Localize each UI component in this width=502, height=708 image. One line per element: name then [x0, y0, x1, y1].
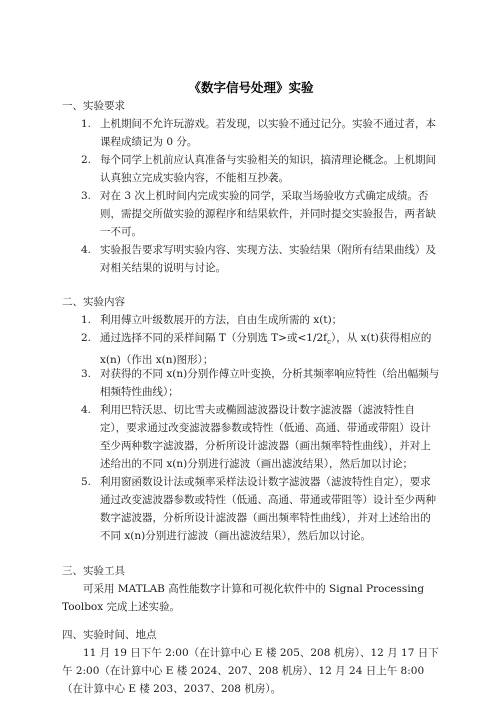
requirement-item-2	[81, 151, 441, 187]
item-text-part-b: ），从 x(t)获得相应的 x(n)（作出 x(n)图形）；	[100, 332, 432, 367]
section-heading-tools: 三、实验工具	[62, 565, 125, 577]
requirement-item-3	[81, 187, 441, 241]
item-text: 上机期间不允许玩游戏。若发现，以实验不通过记分。实验不通过者，本课程成绩记为 0 分。	[100, 118, 436, 148]
requirement-item-4	[81, 241, 441, 277]
item-number: 5.	[81, 476, 92, 488]
item-text: 利用傅立叶级数展开的方法，自由生成所需的 x(t)；	[100, 314, 343, 326]
section-heading-time-location: 四、实验时间、地点	[62, 629, 157, 641]
item-text: 对在 3 次上机时间内完成实验的同学，采取当场验收方式确定成绩。否则，需提交所做实验的源程序和结果软件，并同时提交实验报告，两者缺一不可。	[100, 190, 436, 238]
section-heading-content: 二、实验内容	[62, 296, 125, 308]
section-heading-requirements: 一、实验要求	[62, 100, 125, 112]
item-number: 4.	[81, 244, 92, 256]
tools-paragraph: 可采用 MATLAB 高性能数字计算和可视化软件中的 Signal Processing Toolbox 完成上述实验。	[62, 583, 425, 613]
item-text: 利用窗函数设计法或频率采样法设计数字滤波器（滤波特性自定），要求通过改变滤波器参数或特性（低通、高通、带通或带阻等）设计至少两种数字滤波器，分析所设计滤波器（画出频率特性曲线），并对上述给出的不同 x(n)分别进行滤波（画出滤波结果），然后加以讨论。	[100, 476, 436, 542]
item-text: 对获得的不同 x(n)分别作傅立叶变换，分析其频率响应特性（给出幅频与相频特性曲线）；	[100, 368, 440, 398]
content-item-5	[81, 473, 441, 545]
item-text-part-a: 通过选择不同的采样间隔 T（分别选 T>或<1/2f	[100, 332, 328, 344]
item-text: 每个同学上机前应认真准备与实验相关的知识，搞清理论概念。上机期间认真独立完成实验内容，不能相互抄袭。	[100, 154, 436, 184]
subscript-c: c	[327, 338, 331, 347]
content-item-3	[81, 365, 441, 401]
document-title: 《数字信号处理》实验	[188, 80, 314, 95]
content-item-2	[81, 329, 441, 369]
item-number: 4.	[81, 404, 92, 416]
item-number: 3.	[81, 190, 92, 202]
content-item-4	[81, 401, 441, 473]
item-number: 2.	[81, 332, 92, 344]
content-item-1	[81, 311, 441, 329]
time-location-paragraph: 11 月 19 日下午 2:00（在计算中心 E 楼 205、208 机房）、12 月 17 日下午 2:00（在计算中心 E 楼 2024、207、208 机房）、12 月 24 日上午 8:00（在计算中心 E 楼 203、2037、208 机房）。	[62, 647, 439, 695]
requirement-item-1	[81, 115, 441, 151]
item-text: 实验报告要求写明实验内容、实现方法、实验结果（附所有结果曲线）及对相关结果的说明与讨论。	[100, 244, 436, 274]
item-number: 1.	[81, 118, 92, 130]
item-text	[100, 329, 441, 369]
item-text: 利用巴特沃思、切比雪夫或椭圆滤波器设计数字滤波器（滤波特性自定），要求通过改变滤波器参数或特性（低通、高通、带通或带阻）设计至少两种数字滤波器，分析所设计滤波器（画出频率特性曲线），并对上述给出的不同 x(n)分别进行滤波（画出滤波结果），然后加以讨论；	[100, 404, 431, 470]
item-number: 2.	[81, 154, 92, 166]
item-number: 1.	[81, 314, 92, 326]
item-number: 3.	[81, 368, 92, 380]
